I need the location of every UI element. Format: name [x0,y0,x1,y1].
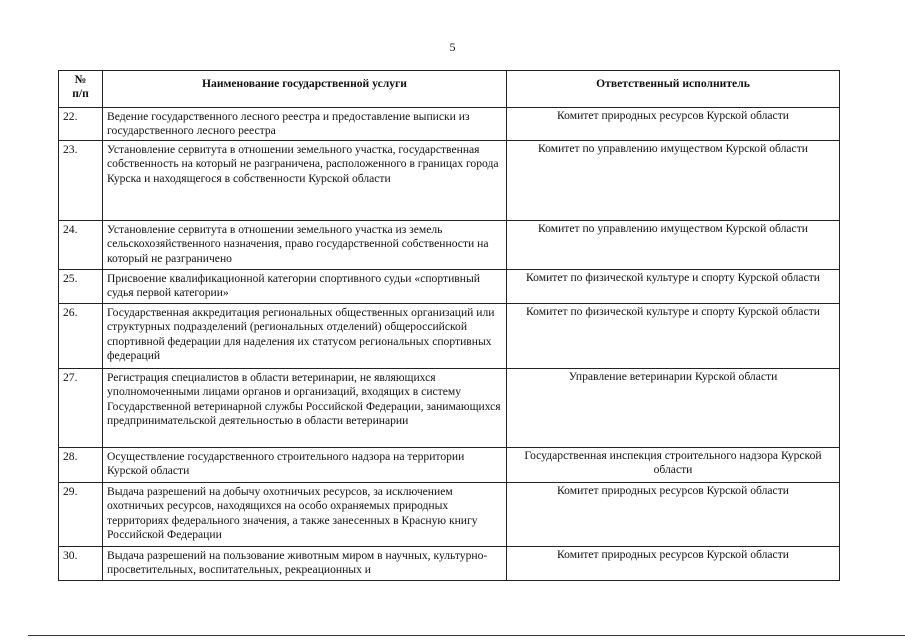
row-number: 23. [59,141,103,221]
service-name: Ведение государственного лесного реестра и предоставление выписки из государственного лесного реестра [103,108,507,141]
service-name: Государственная аккредитация региональных общественных организаций или структурных подразделений (региональных отделений) общероссийской спортивной федерации для наделения их статусом региональных спортивных федераций [103,304,507,369]
table-row [59,483,840,547]
services-table [58,70,840,581]
executor-name: Государственная инспекция строительного надзора Курской области [507,448,840,483]
table-row [59,304,840,369]
table-row [59,369,840,448]
executor-name: Комитет природных ресурсов Курской области [507,483,840,547]
executor-name: Комитет по управлению имуществом Курской области [507,221,840,270]
service-name: Установление сервитута в отношении земельного участка из земель сельскохозяйственного назначения, право государственной собственности на который не разграничено [103,221,507,270]
header-num: № п/п [59,71,103,108]
bottom-divider [28,635,905,636]
row-number: 22. [59,108,103,141]
executor-name: Комитет по управлению имуществом Курской области [507,141,840,221]
row-number: 27. [59,369,103,448]
table-row [59,221,840,270]
header-row [59,71,840,108]
table-row [59,547,840,581]
service-name: Осуществление государственного строительного надзора на территории Курской области [103,448,507,483]
row-number: 28. [59,448,103,483]
service-name: Выдача разрешений на пользование животным миром в научных, культурно-просветительных, воспитательных, рекреационных и [103,547,507,581]
page-number: 5 [449,40,456,54]
table-row [59,108,840,141]
header-executor: Ответственный исполнитель [507,71,840,108]
header-service: Наименование государственной услуги [103,71,507,108]
executor-name: Комитет природных ресурсов Курской области [507,547,840,581]
table-row [59,141,840,221]
table-row [59,448,840,483]
row-number: 25. [59,270,103,304]
service-name: Регистрация специалистов в области ветеринарии, не являющихся уполномоченными лицами органов и организаций, входящих в систему Государственной ветеринарной службы Российской Федерации, занимающихся предпринимательской деятельностью в области ветеринарии [103,369,507,448]
row-number: 30. [59,547,103,581]
row-number: 26. [59,304,103,369]
service-name: Выдача разрешений на добычу охотничьих ресурсов, за исключением охотничьих ресурсов, находящихся на особо охраняемых природных территориях федерального значения, а также занесенных в Красную книгу Российской Федерации [103,483,507,547]
executor-name: Комитет по физической культуре и спорту Курской области [507,270,840,304]
row-number: 29. [59,483,103,547]
service-name: Установление сервитута в отношении земельного участка, государственная собственность на который не разграничена, расположенного в границах города Курска и находящегося в собственности Курской области [103,141,507,221]
executor-name: Управление ветеринарии Курской области [507,369,840,448]
executor-name: Комитет по физической культуре и спорту Курской области [507,304,840,369]
executor-name: Комитет природных ресурсов Курской области [507,108,840,141]
table-row [59,270,840,304]
row-number: 24. [59,221,103,270]
service-name: Присвоение квалификационной категории спортивного судьи «спортивный судья первой категории» [103,270,507,304]
